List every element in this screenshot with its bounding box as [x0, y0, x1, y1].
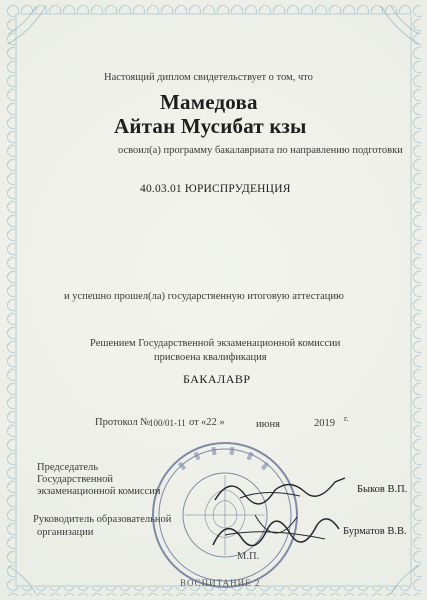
footer-stamp: ВОСПИТАНИЕ 2: [180, 578, 261, 588]
specialty-code: 40.03.01 ЮРИСПРУДЕНЦИЯ: [140, 183, 291, 195]
protocol-number: 100/01-11: [149, 418, 186, 428]
decision-line-2: присвоена квалификация: [154, 352, 267, 363]
protocol-day: «22 »: [201, 417, 225, 428]
protocol-label: Протокол №: [95, 417, 151, 428]
chair-signature: [210, 470, 350, 510]
attestation-text: и успешно прошел(ла) государственную итоговую аттестацию: [64, 291, 344, 302]
chair-title-line-2: Государственной: [37, 474, 113, 485]
mp-label: М.П.: [237, 551, 260, 562]
protocol-year: 2019: [314, 418, 335, 429]
chair-title-line-1: Председатель: [37, 462, 99, 473]
decision-line-1: Решением Государственной экзаменационной комиссии: [90, 338, 341, 349]
intro-text: Настоящий диплом свидетельствует о том, что: [104, 72, 313, 83]
graduate-given-names: Айтан Мусибат кзы: [114, 114, 307, 138]
head-title-line-2: организации: [37, 527, 94, 538]
protocol-from: от: [189, 417, 199, 428]
head-signature: [205, 505, 345, 560]
mastered-program-text: освоил(а) программу бакалавриата по направлению подготовки: [118, 145, 403, 156]
graduate-surname: Мамедова: [160, 90, 258, 114]
head-title-line-1: Руководитель образовательной: [33, 514, 172, 525]
protocol-year-suffix: г.: [344, 414, 349, 423]
protocol-month: июня: [256, 419, 280, 430]
qualification: БАКАЛАВР: [183, 372, 251, 386]
head-name: Бурматов В.В.: [343, 526, 407, 537]
chair-name: Быков В.П.: [357, 484, 408, 495]
chair-title-line-3: экзаменационной комиссии: [37, 486, 161, 497]
